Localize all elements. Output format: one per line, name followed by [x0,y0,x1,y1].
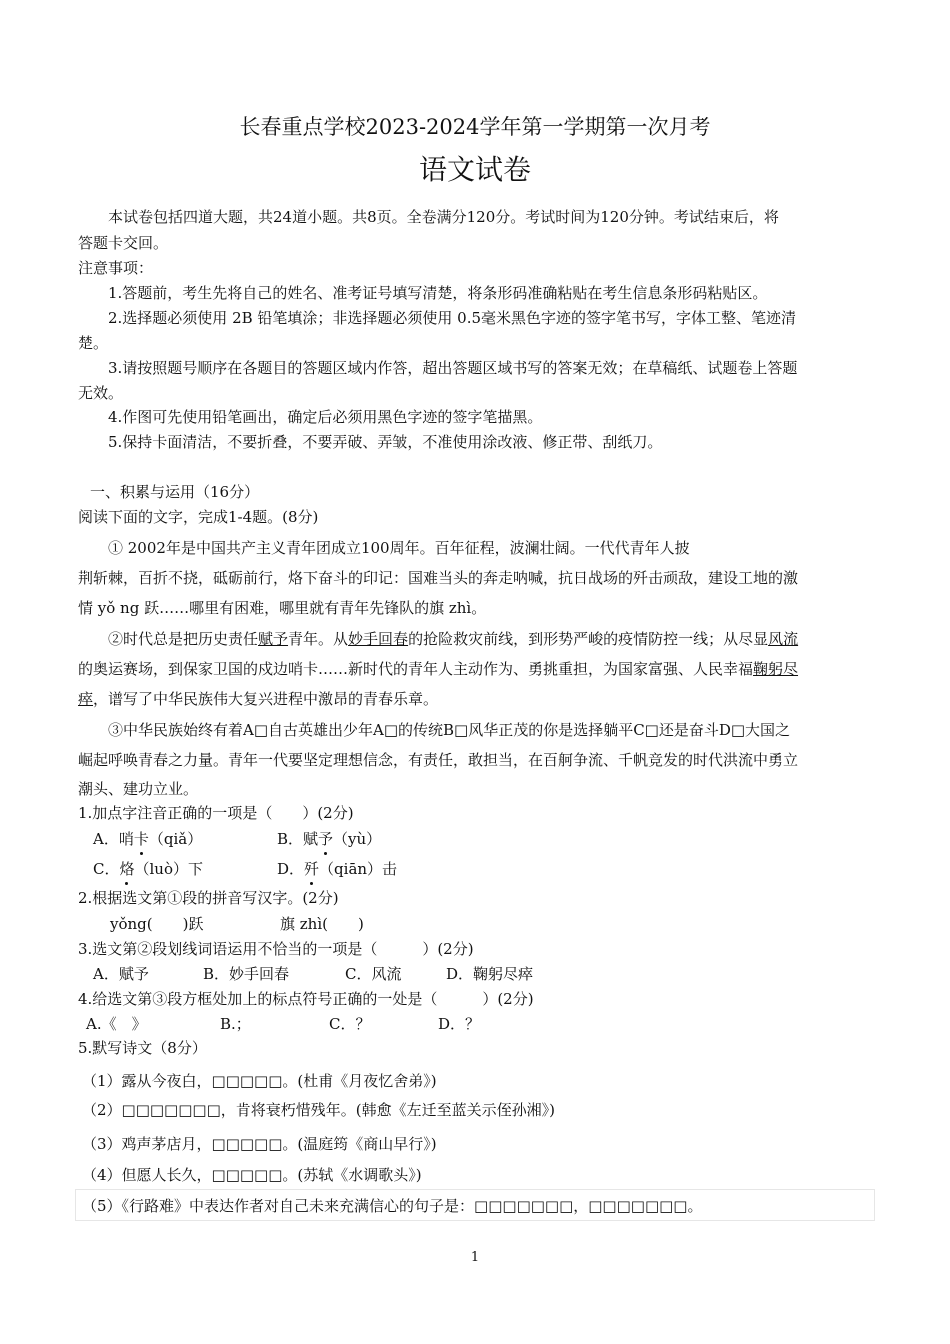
note-4: 4.作图可先使用铅笔画出，确定后必须用黑色字迹的签字笔描黑。 [108,408,543,426]
q1-option-c: C．烙（luò）下 [93,860,203,878]
passage-p1-line-1: ① 2002年是中国共产主义青年团成立100周年。百年征程，波澜壮阔。一代代青年人披 [108,539,690,557]
p2-text-d: 的奥运赛场，到保家卫国的戍边哨卡……新时代的青年人主动作为、勇挑重担，为国家富强、人民幸福 [78,660,754,678]
p2-text-c: 的抢险救灾前线，到形势严峻的疫情防控一线；从尽显 [408,630,769,648]
underlined-word-fengliu: 风流 [768,630,799,648]
notes-heading: 注意事项： [78,259,154,277]
passage-p2-line-1 [108,628,798,650]
underlined-word-cui: 瘁 [78,690,94,708]
passage-p3-line-2: 崛起呼唤青春之力量。青年一代要坚定理想信念，有责任，敢担当，在百舸争流、千帆竞发的时代洪流中勇立 [78,751,799,769]
q5-item-1: （1）露从今夜白，□□□□□。(杜甫《月夜忆舍弟》) [82,1072,437,1090]
q1-option-b: B．赋予（yù） [277,830,382,848]
q5-stem: 5.默写诗文（8分） [78,1039,207,1057]
q4-option-c: C．？ [329,1015,371,1033]
q5-item-4: （4）但愿人长久，□□□□□。(苏轼《水调歌头》) [82,1166,422,1184]
q2-blank-yong: yǒng( )跃 [110,915,204,933]
note-1: 1.答题前，考生先将自己的姓名、准考证号填写清楚，将条形码准确粘贴在考生信息条形码粘贴区。 [108,284,768,302]
q3-option-c: C．风流 [345,965,402,983]
intro-line-1: 本试卷包括四道大题，共24道小题。共8页。全卷满分120分。考试时间为120分钟。考试结束后，将 [108,208,779,226]
exam-title: 长春重点学校2023-2024学年第一学期第一次月考 [239,115,711,139]
passage-p1-line-2: 荆斩棘，百折不挠，砥砺前行，烙下奋斗的印记：国难当头的奔走呐喊，抗日战场的歼击顽敌，建设工地的激 [78,569,799,587]
p2-text-b: 青年。从 [288,630,349,648]
q1-option-d: D．歼（qiān）击 [277,860,398,878]
underlined-word-jugong: 鞠躬尽 [753,660,799,678]
passage-p3-line-3: 潮头、建功立业。 [78,780,199,798]
passage-p2-line-3 [78,688,438,710]
passage-p1-line-3: 情 yǒ ng 跃……哪里有困难，哪里就有青年先锋队的旗 zhì。 [78,599,487,617]
underlined-word-fuyu: 赋予 [258,630,289,648]
q4-option-b: B.； [220,1015,251,1033]
p2-text-a: ②时代总是把历史责任 [108,630,259,648]
q3-option-a: A．赋予 [93,965,149,983]
section-1-instruction: 阅读下面的文字，完成1-4题。(8分) [78,508,319,526]
q5-item-2: （2）□□□□□□□，肯将衰朽惜残年。(韩愈《左迁至蓝关示侄孙湘》) [82,1101,555,1119]
q3-option-b: B．妙手回春 [203,965,290,983]
note-3-line-2: 无效。 [78,384,124,402]
q4-option-d: D．？ [438,1015,481,1033]
note-2-line-1: 2.选择题必须使用 2B 铅笔填涂；非选择题必须使用 0.5毫米黑色字迹的签字笔书写，字体工整、笔迹清 [108,309,797,327]
intro-line-2: 答题卡交回。 [78,234,169,252]
q5-item-3: （3）鸡声茅店月，□□□□□。(温庭筠《商山早行》) [82,1135,437,1153]
q1-option-a: A．哨卡（qiǎ） [93,830,203,848]
underlined-word-miaoshou: 妙手回春 [348,630,409,648]
note-3-line-1: 3.请按照题号顺序在各题目的答题区域内作答，超出答题区域书写的答案无效；在草稿纸、试题卷上答题 [108,359,798,377]
page-number: 1 [470,1250,480,1265]
q1-stem: 1.加点字注音正确的一项是（ ）(2分) [78,804,354,822]
q4-stem: 4.给选文第③段方框处加上的标点符号正确的一处是（ ）(2分) [78,990,534,1008]
note-5: 5.保持卡面清洁，不要折叠，不要弄破、弄皱，不准使用涂改液、修正带、刮纸刀。 [108,433,663,451]
q5-item-5: （5）《行路难》中表达作者对自己未来充满信心的句子是：□□□□□□□，□□□□□□□。 [82,1197,703,1215]
p2-text-e: ，谱写了中华民族伟大复兴进程中激昂的青春乐章。 [93,690,439,708]
section-1-heading: 一、积累与运用（16分） [90,483,260,501]
q3-stem: 3.选文第②段划线词语运用不恰当的一项是（ ）(2分) [78,940,474,958]
q2-stem: 2.根据选文第①段的拼音写汉字。(2分) [78,889,339,907]
q3-option-d: D．鞠躬尽瘁 [446,965,534,983]
note-2-line-2: 楚。 [78,334,109,352]
subject-title: 语文试卷 [418,153,531,186]
q2-blank-zhi: 旗 zhì( ) [280,915,364,933]
passage-p2-line-2 [78,658,798,680]
q4-option-a: A.《 》 [86,1015,147,1033]
passage-p3-line-1: ③中华民族始终有着A□自古英雄出少年A□的传统B□风华正茂的你是选择躺平C□还是奋斗D□大国之 [108,721,791,739]
